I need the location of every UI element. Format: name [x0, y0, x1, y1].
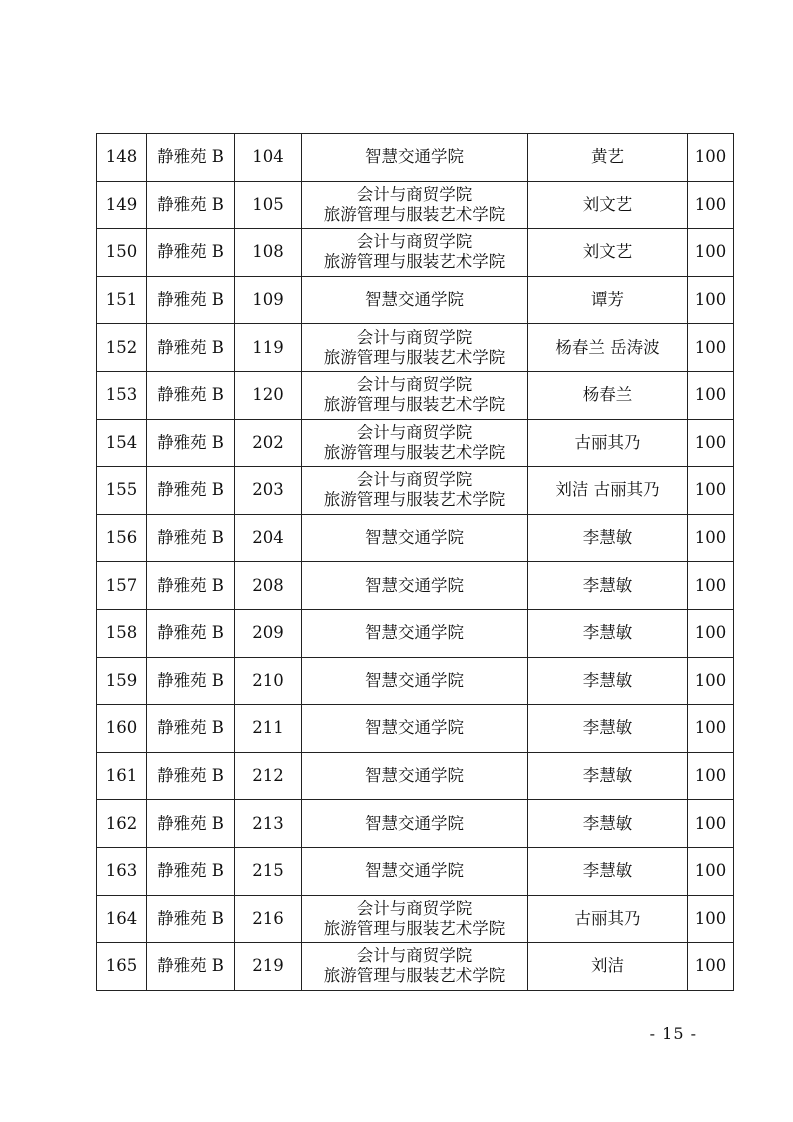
- table-row: [97, 752, 734, 800]
- score-cell: 100: [688, 276, 734, 324]
- department-cell: [302, 229, 528, 277]
- table-row: [97, 705, 734, 753]
- department-cell: [302, 419, 528, 467]
- person-cell: 李慧敏: [528, 609, 688, 657]
- building-cell: 静雅苑 B: [147, 943, 235, 991]
- person-cell: 李慧敏: [528, 514, 688, 562]
- building-cell: 静雅苑 B: [147, 609, 235, 657]
- table-row: [97, 943, 734, 991]
- room-cell: 208: [235, 562, 302, 610]
- table-row: [97, 562, 734, 610]
- department-cell: [302, 467, 528, 515]
- department-cell: [302, 371, 528, 419]
- table-row: [97, 657, 734, 705]
- department-line: 旅游管理与服装艺术学院: [323, 252, 506, 272]
- table-body: [97, 134, 734, 991]
- table-row: [97, 181, 734, 229]
- building-cell: 静雅苑 B: [147, 229, 235, 277]
- room-cell: 204: [235, 514, 302, 562]
- department-cell: [302, 657, 528, 705]
- department-line: 智慧交通学院: [365, 718, 464, 738]
- score-cell: 100: [688, 371, 734, 419]
- department-cell: [302, 800, 528, 848]
- building-cell: 静雅苑 B: [147, 847, 235, 895]
- department-line: 旅游管理与服装艺术学院: [323, 966, 506, 986]
- department-line: 智慧交通学院: [365, 766, 464, 786]
- department-line: 智慧交通学院: [365, 623, 464, 643]
- row-number: 157: [97, 562, 147, 610]
- person-cell: 李慧敏: [528, 657, 688, 705]
- person-cell: 古丽其乃: [528, 895, 688, 943]
- score-cell: 100: [688, 657, 734, 705]
- row-number: 165: [97, 943, 147, 991]
- room-cell: 209: [235, 609, 302, 657]
- department-line: 会计与商贸学院: [356, 898, 473, 918]
- person-cell: 李慧敏: [528, 847, 688, 895]
- department-line: 旅游管理与服装艺术学院: [323, 442, 506, 462]
- room-cell: 105: [235, 181, 302, 229]
- department-cell: [302, 895, 528, 943]
- score-cell: 100: [688, 467, 734, 515]
- department-line: 旅游管理与服装艺术学院: [323, 204, 506, 224]
- person-cell: 刘文艺: [528, 229, 688, 277]
- table-row: [97, 276, 734, 324]
- room-cell: 202: [235, 419, 302, 467]
- person-cell: 李慧敏: [528, 705, 688, 753]
- person-cell: 黄艺: [528, 134, 688, 182]
- building-cell: 静雅苑 B: [147, 324, 235, 372]
- department-line: 智慧交通学院: [365, 813, 464, 833]
- table-row: [97, 134, 734, 182]
- department-line: 智慧交通学院: [365, 147, 464, 167]
- person-cell: 刘洁 古丽其乃: [528, 467, 688, 515]
- score-cell: 100: [688, 514, 734, 562]
- score-cell: 100: [688, 562, 734, 610]
- score-cell: 100: [688, 895, 734, 943]
- building-cell: 静雅苑 B: [147, 467, 235, 515]
- table-row: [97, 467, 734, 515]
- row-number: 148: [97, 134, 147, 182]
- department-line: 会计与商贸学院: [356, 375, 473, 395]
- row-number: 156: [97, 514, 147, 562]
- inspection-table: [96, 133, 734, 991]
- row-number: 152: [97, 324, 147, 372]
- row-number: 153: [97, 371, 147, 419]
- department-line: 旅游管理与服装艺术学院: [323, 395, 506, 415]
- score-cell: 100: [688, 705, 734, 753]
- room-cell: 120: [235, 371, 302, 419]
- department-cell: [302, 324, 528, 372]
- department-cell: [302, 181, 528, 229]
- room-cell: 219: [235, 943, 302, 991]
- department-line: 智慧交通学院: [365, 575, 464, 595]
- room-cell: 216: [235, 895, 302, 943]
- room-cell: 215: [235, 847, 302, 895]
- department-line: 会计与商贸学院: [356, 946, 473, 966]
- room-cell: 104: [235, 134, 302, 182]
- table-row: [97, 371, 734, 419]
- building-cell: 静雅苑 B: [147, 895, 235, 943]
- building-cell: 静雅苑 B: [147, 514, 235, 562]
- person-cell: 杨春兰 岳涛波: [528, 324, 688, 372]
- room-cell: 213: [235, 800, 302, 848]
- room-cell: 212: [235, 752, 302, 800]
- building-cell: 静雅苑 B: [147, 371, 235, 419]
- person-cell: 杨春兰: [528, 371, 688, 419]
- department-line: 智慧交通学院: [365, 670, 464, 690]
- row-number: 160: [97, 705, 147, 753]
- table-row: [97, 800, 734, 848]
- room-cell: 109: [235, 276, 302, 324]
- row-number: 162: [97, 800, 147, 848]
- department-line: 会计与商贸学院: [356, 327, 473, 347]
- row-number: 155: [97, 467, 147, 515]
- row-number: 151: [97, 276, 147, 324]
- department-line: 旅游管理与服装艺术学院: [323, 347, 506, 367]
- department-cell: [302, 276, 528, 324]
- score-cell: 100: [688, 847, 734, 895]
- row-number: 161: [97, 752, 147, 800]
- row-number: 154: [97, 419, 147, 467]
- person-cell: 刘文艺: [528, 181, 688, 229]
- person-cell: 李慧敏: [528, 752, 688, 800]
- score-cell: 100: [688, 229, 734, 277]
- row-number: 150: [97, 229, 147, 277]
- person-cell: 谭芳: [528, 276, 688, 324]
- score-cell: 100: [688, 419, 734, 467]
- person-cell: 古丽其乃: [528, 419, 688, 467]
- score-cell: 100: [688, 324, 734, 372]
- department-line: 会计与商贸学院: [356, 232, 473, 252]
- department-line: 会计与商贸学院: [356, 422, 473, 442]
- building-cell: 静雅苑 B: [147, 276, 235, 324]
- row-number: 158: [97, 609, 147, 657]
- room-cell: 119: [235, 324, 302, 372]
- person-cell: 李慧敏: [528, 562, 688, 610]
- table-row: [97, 514, 734, 562]
- building-cell: 静雅苑 B: [147, 181, 235, 229]
- row-number: 149: [97, 181, 147, 229]
- department-cell: [302, 134, 528, 182]
- department-line: 旅游管理与服装艺术学院: [323, 918, 506, 938]
- department-line: 会计与商贸学院: [356, 184, 473, 204]
- department-line: 智慧交通学院: [365, 290, 464, 310]
- row-number: 163: [97, 847, 147, 895]
- score-cell: 100: [688, 181, 734, 229]
- score-cell: 100: [688, 609, 734, 657]
- building-cell: 静雅苑 B: [147, 657, 235, 705]
- score-cell: 100: [688, 943, 734, 991]
- building-cell: 静雅苑 B: [147, 419, 235, 467]
- department-cell: [302, 609, 528, 657]
- table-row: [97, 609, 734, 657]
- department-cell: [302, 752, 528, 800]
- score-cell: 100: [688, 134, 734, 182]
- building-cell: 静雅苑 B: [147, 752, 235, 800]
- department-cell: [302, 562, 528, 610]
- department-line: 旅游管理与服装艺术学院: [323, 490, 506, 510]
- table-row: [97, 419, 734, 467]
- department-line: 智慧交通学院: [365, 861, 464, 881]
- score-cell: 100: [688, 752, 734, 800]
- building-cell: 静雅苑 B: [147, 134, 235, 182]
- department-cell: [302, 943, 528, 991]
- room-cell: 210: [235, 657, 302, 705]
- row-number: 159: [97, 657, 147, 705]
- room-cell: 203: [235, 467, 302, 515]
- department-cell: [302, 705, 528, 753]
- table-row: [97, 229, 734, 277]
- building-cell: 静雅苑 B: [147, 800, 235, 848]
- table-row: [97, 324, 734, 372]
- page-number: - 15 -: [649, 1024, 697, 1043]
- department-line: 智慧交通学院: [365, 528, 464, 548]
- building-cell: 静雅苑 B: [147, 562, 235, 610]
- table-row: [97, 895, 734, 943]
- person-cell: 刘洁: [528, 943, 688, 991]
- building-cell: 静雅苑 B: [147, 705, 235, 753]
- person-cell: 李慧敏: [528, 800, 688, 848]
- score-cell: 100: [688, 800, 734, 848]
- department-cell: [302, 847, 528, 895]
- department-line: 会计与商贸学院: [356, 470, 473, 490]
- department-cell: [302, 514, 528, 562]
- room-cell: 211: [235, 705, 302, 753]
- row-number: 164: [97, 895, 147, 943]
- table-row: [97, 847, 734, 895]
- room-cell: 108: [235, 229, 302, 277]
